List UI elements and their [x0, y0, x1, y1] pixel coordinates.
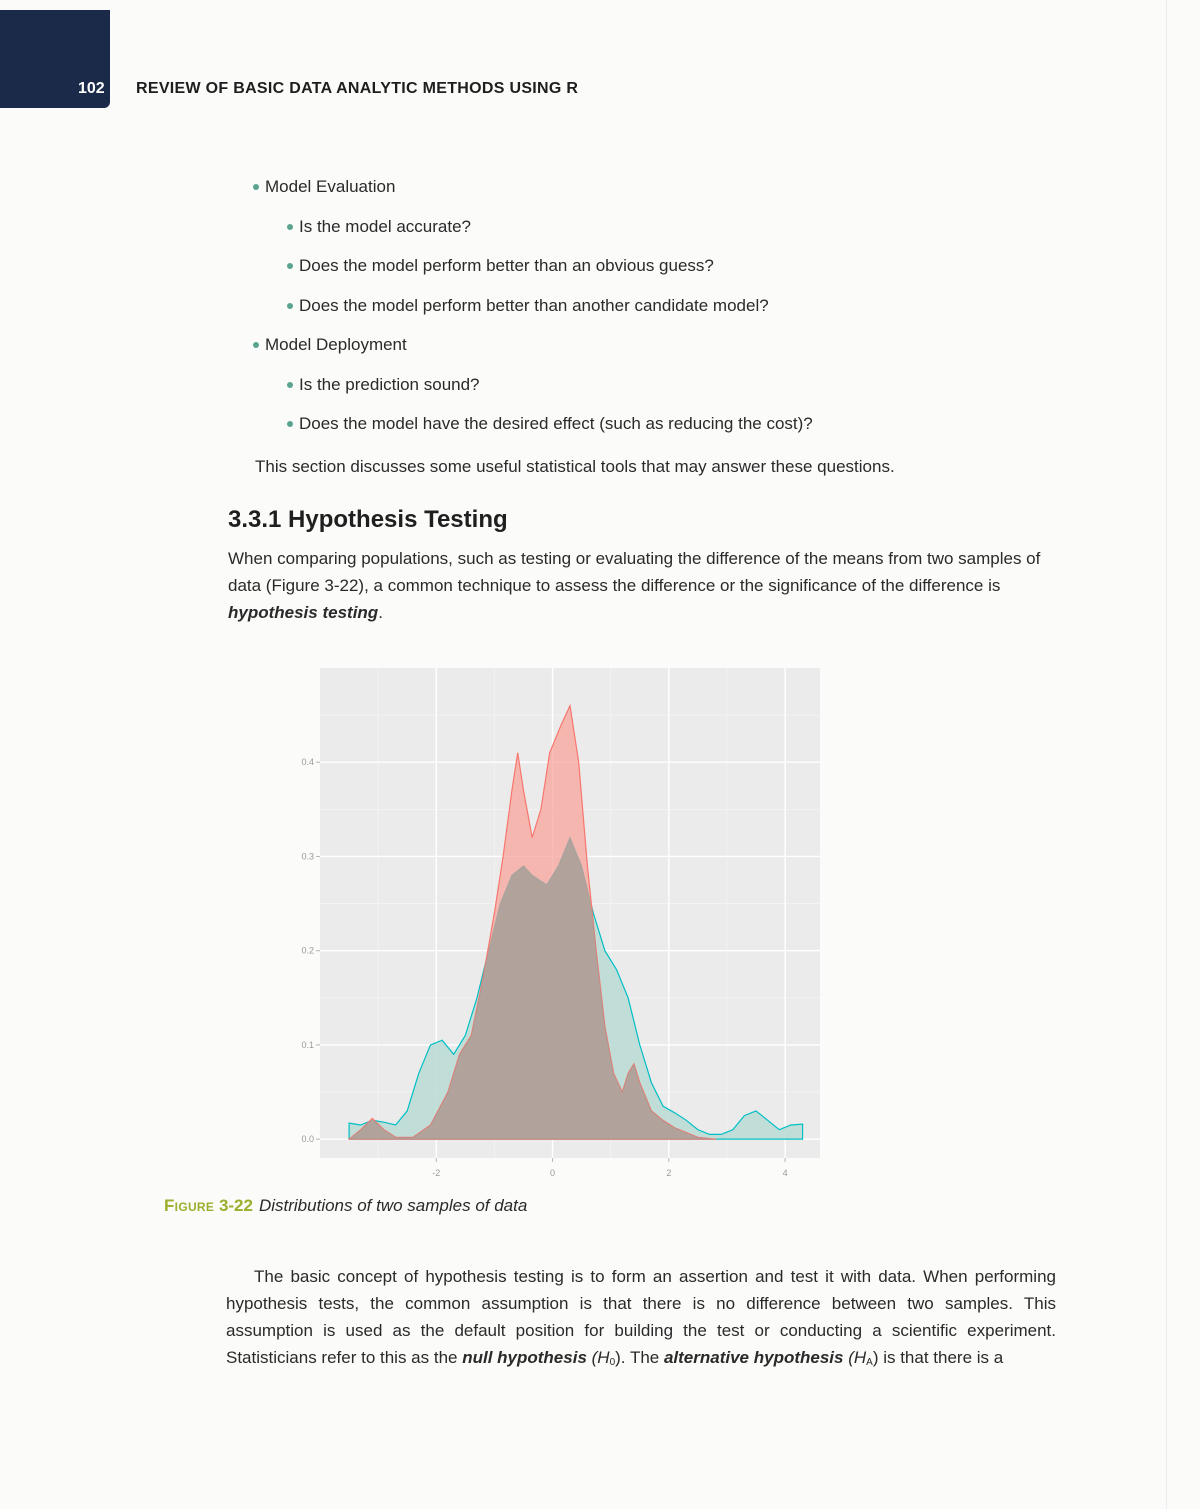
bullet-item	[250, 334, 1050, 374]
null-symbol-close: ). The	[615, 1348, 664, 1367]
intro-paragraph: This section discusses some useful statistical tools that may answer these questions.	[255, 457, 895, 476]
x-tick-label: 0	[550, 1168, 556, 1178]
figure-caption-text: Distributions of two samples of data	[258, 1196, 528, 1215]
bullet-dot	[287, 263, 293, 269]
sub-bullet-label: Is the prediction sound?	[299, 374, 480, 394]
bullet-label: Model Deployment	[265, 335, 407, 354]
page-number: 102	[78, 80, 105, 97]
page-edge-rule	[1166, 0, 1167, 1509]
alt-symbol-open: (H	[843, 1348, 867, 1367]
sub-bullet-item	[250, 216, 1050, 256]
figure-number: 3-22	[218, 1196, 253, 1215]
sub-bullet-label: Does the model perform better than another candidate model?	[299, 295, 769, 315]
body-paragraph	[226, 1263, 1056, 1376]
term-null-hypothesis: null hypothesis	[462, 1348, 587, 1367]
density-plot	[280, 660, 840, 1190]
bullet-list	[250, 176, 1050, 453]
sub-bullet-item	[250, 295, 1050, 335]
bullet-item	[250, 176, 1050, 216]
running-head: REVIEW OF BASIC DATA ANALYTIC METHODS USING R	[136, 80, 579, 97]
bullet-dot	[287, 224, 293, 230]
section-paragraph-text: When comparing populations, such as testing or evaluating the difference of the means from two samples of data (Figure 3-22), a common technique to assess the difference or the significance of the difference is	[228, 549, 1041, 595]
y-tick-label: 0.1	[301, 1039, 314, 1050]
section-heading: 3.3.1 Hypothesis Testing	[228, 506, 508, 533]
x-tick-label: -2	[432, 1168, 441, 1178]
y-tick-label: 0.0	[301, 1134, 314, 1145]
bullet-dot	[287, 303, 293, 309]
figure-label: Figure	[164, 1196, 215, 1215]
bullet-dot	[253, 342, 259, 348]
x-tick-label: 2	[666, 1168, 672, 1178]
sub-bullet-label: Is the model accurate?	[299, 216, 471, 236]
alt-symbol-sub: A	[866, 1357, 873, 1368]
figure-caption	[164, 1196, 527, 1216]
null-symbol-sub: 0	[609, 1357, 616, 1368]
y-tick-label: 0.2	[301, 945, 314, 956]
y-tick-label: 0.4	[301, 757, 314, 768]
body-paragraph-text: The basic concept of hypothesis testing is to form an assertion and test it with data. When performing hypothesis tests, the common assumption is that there is no difference between two samples. This assumption is used as the default position for building the test or conducting a scientific experiment. Statisticians refer to this as the	[226, 1267, 1056, 1367]
null-symbol-open: (H	[586, 1348, 610, 1367]
sub-bullet-item	[250, 413, 1050, 453]
sub-bullet-item	[250, 255, 1050, 295]
y-tick-label: 0.3	[301, 851, 314, 862]
bullet-label: Model Evaluation	[265, 177, 396, 196]
sub-bullet-item	[250, 374, 1050, 414]
x-tick-label: 4	[782, 1168, 788, 1178]
alt-symbol-close: ) is that there is a	[872, 1348, 1004, 1367]
term-alternative-hypothesis: alternative hypothesis	[663, 1348, 844, 1367]
bullet-dot	[287, 382, 293, 388]
sub-bullet-label: Does the model have the desired effect (such as reducing the cost)?	[299, 414, 813, 433]
term-hypothesis-testing: hypothesis testing	[228, 603, 379, 622]
section-paragraph-end: .	[378, 603, 383, 622]
bullet-dot	[287, 421, 293, 427]
section-paragraph	[228, 545, 1056, 626]
bullet-dot	[253, 184, 259, 190]
sub-bullet-label: Does the model perform better than an obvious guess?	[299, 256, 714, 275]
